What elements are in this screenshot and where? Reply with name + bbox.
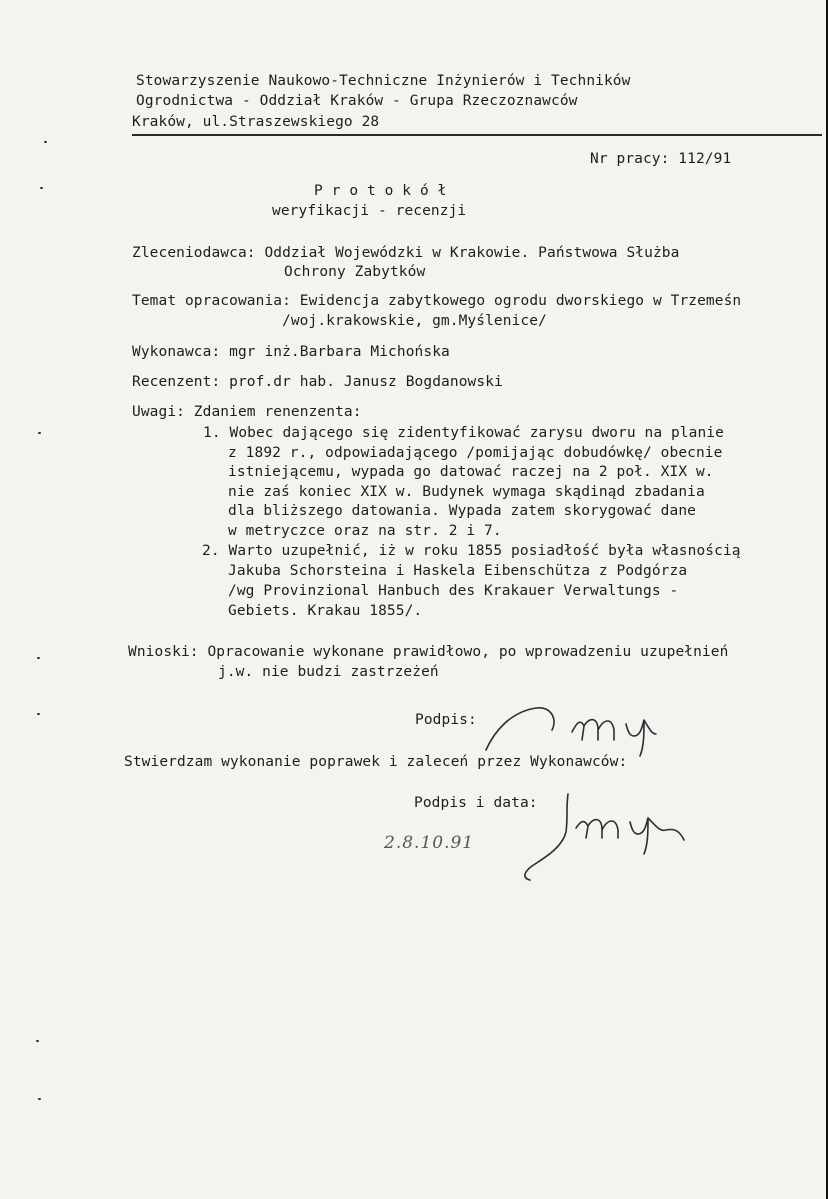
scan-speck [37, 657, 40, 659]
remark-item-2-line: /wg Provinzional Hanbuch des Krakauer Verwaltungs - [228, 583, 679, 599]
scan-speck [37, 713, 40, 715]
remark-item-1-line: istniejącemu, wypada go datować raczej na 2 poł. XIX w. [228, 464, 714, 480]
work-number: Nr pracy: 112/91 [590, 151, 732, 167]
scan-speck [36, 1040, 39, 1042]
scan-speck [38, 1098, 41, 1100]
document-title: P r o t o k ó ł [314, 183, 447, 199]
conclusions-line1: Wnioski: Opracowanie wykonane prawidłowo, po wprowadzeniu uzupełnień [128, 644, 729, 660]
org-address: Kraków, ul.Straszewskiego 28 [132, 114, 380, 130]
scan-speck [44, 141, 47, 143]
remark-item-2: 2. Warto uzupełnić, iż w roku 1855 posiadłość była własnością [202, 543, 741, 559]
remark-item-1-line: w metryczce oraz na str. 2 i 7. [228, 523, 502, 539]
header-rule [132, 134, 822, 136]
remark-item-2-line: Gebiets. Krakau 1855/. [228, 603, 423, 619]
reviewer-field: Recenzent: prof.dr hab. Janusz Bogdanowski [132, 374, 503, 390]
remark-item-2-line: Jakuba Schorsteina i Haskela Eibenschütza z Podgórza [228, 563, 688, 579]
conclusions-line2: j.w. nie budzi zastrzeżeń [218, 664, 439, 680]
signature-label: Podpis: [415, 712, 477, 728]
remarks-heading: Uwagi: Zdaniem renenzenta: [132, 404, 362, 420]
contractor-field: Wykonawca: mgr inż.Barbara Michońska [132, 344, 450, 360]
remark-item-1-line: dla bliższego datowania. Wypada zatem skorygować dane [228, 503, 696, 519]
client-field: Zleceniodawca: Oddział Wojewódzki w Krakowie. Państwowa Służba [132, 245, 680, 261]
client-field-cont: Ochrony Zabytków [284, 264, 426, 280]
confirmation-statement: Stwierdzam wykonanie poprawek i zaleceń przez Wykonawców: [124, 754, 628, 770]
scan-speck [38, 432, 41, 434]
remark-item-1: 1. Wobec dającego się zidentyfikować zarysu dworu na planie [203, 425, 724, 441]
org-name-line1: Stowarzyszenie Naukowo-Techniczne Inżynierów i Techników [136, 73, 631, 89]
scan-speck [40, 187, 43, 189]
remark-item-1-line: nie zaś koniec XIX w. Budynek wymaga skądinąd zbadania [228, 484, 705, 500]
handwritten-signature [480, 696, 700, 762]
topic-field: Temat opracowania: Ewidencja zabytkowego ogrodu dworskiego w Trzemeśn [132, 293, 742, 309]
handwritten-date: 2.8.10.91 [384, 833, 475, 853]
signature-date-label: Podpis i data: [414, 795, 538, 811]
topic-field-cont: /woj.krakowskie, gm.Myślenice/ [282, 313, 547, 329]
org-name-line2: Ogrodnictwa - Oddział Kraków - Grupa Rzeczoznawców [136, 93, 578, 109]
remark-item-1-line: z 1892 r., odpowiadającego /pomijając dobudówkę/ obecnie [228, 445, 723, 461]
handwritten-signature-2 [510, 788, 700, 884]
document-subtitle: weryfikacji - recenzji [272, 203, 467, 219]
